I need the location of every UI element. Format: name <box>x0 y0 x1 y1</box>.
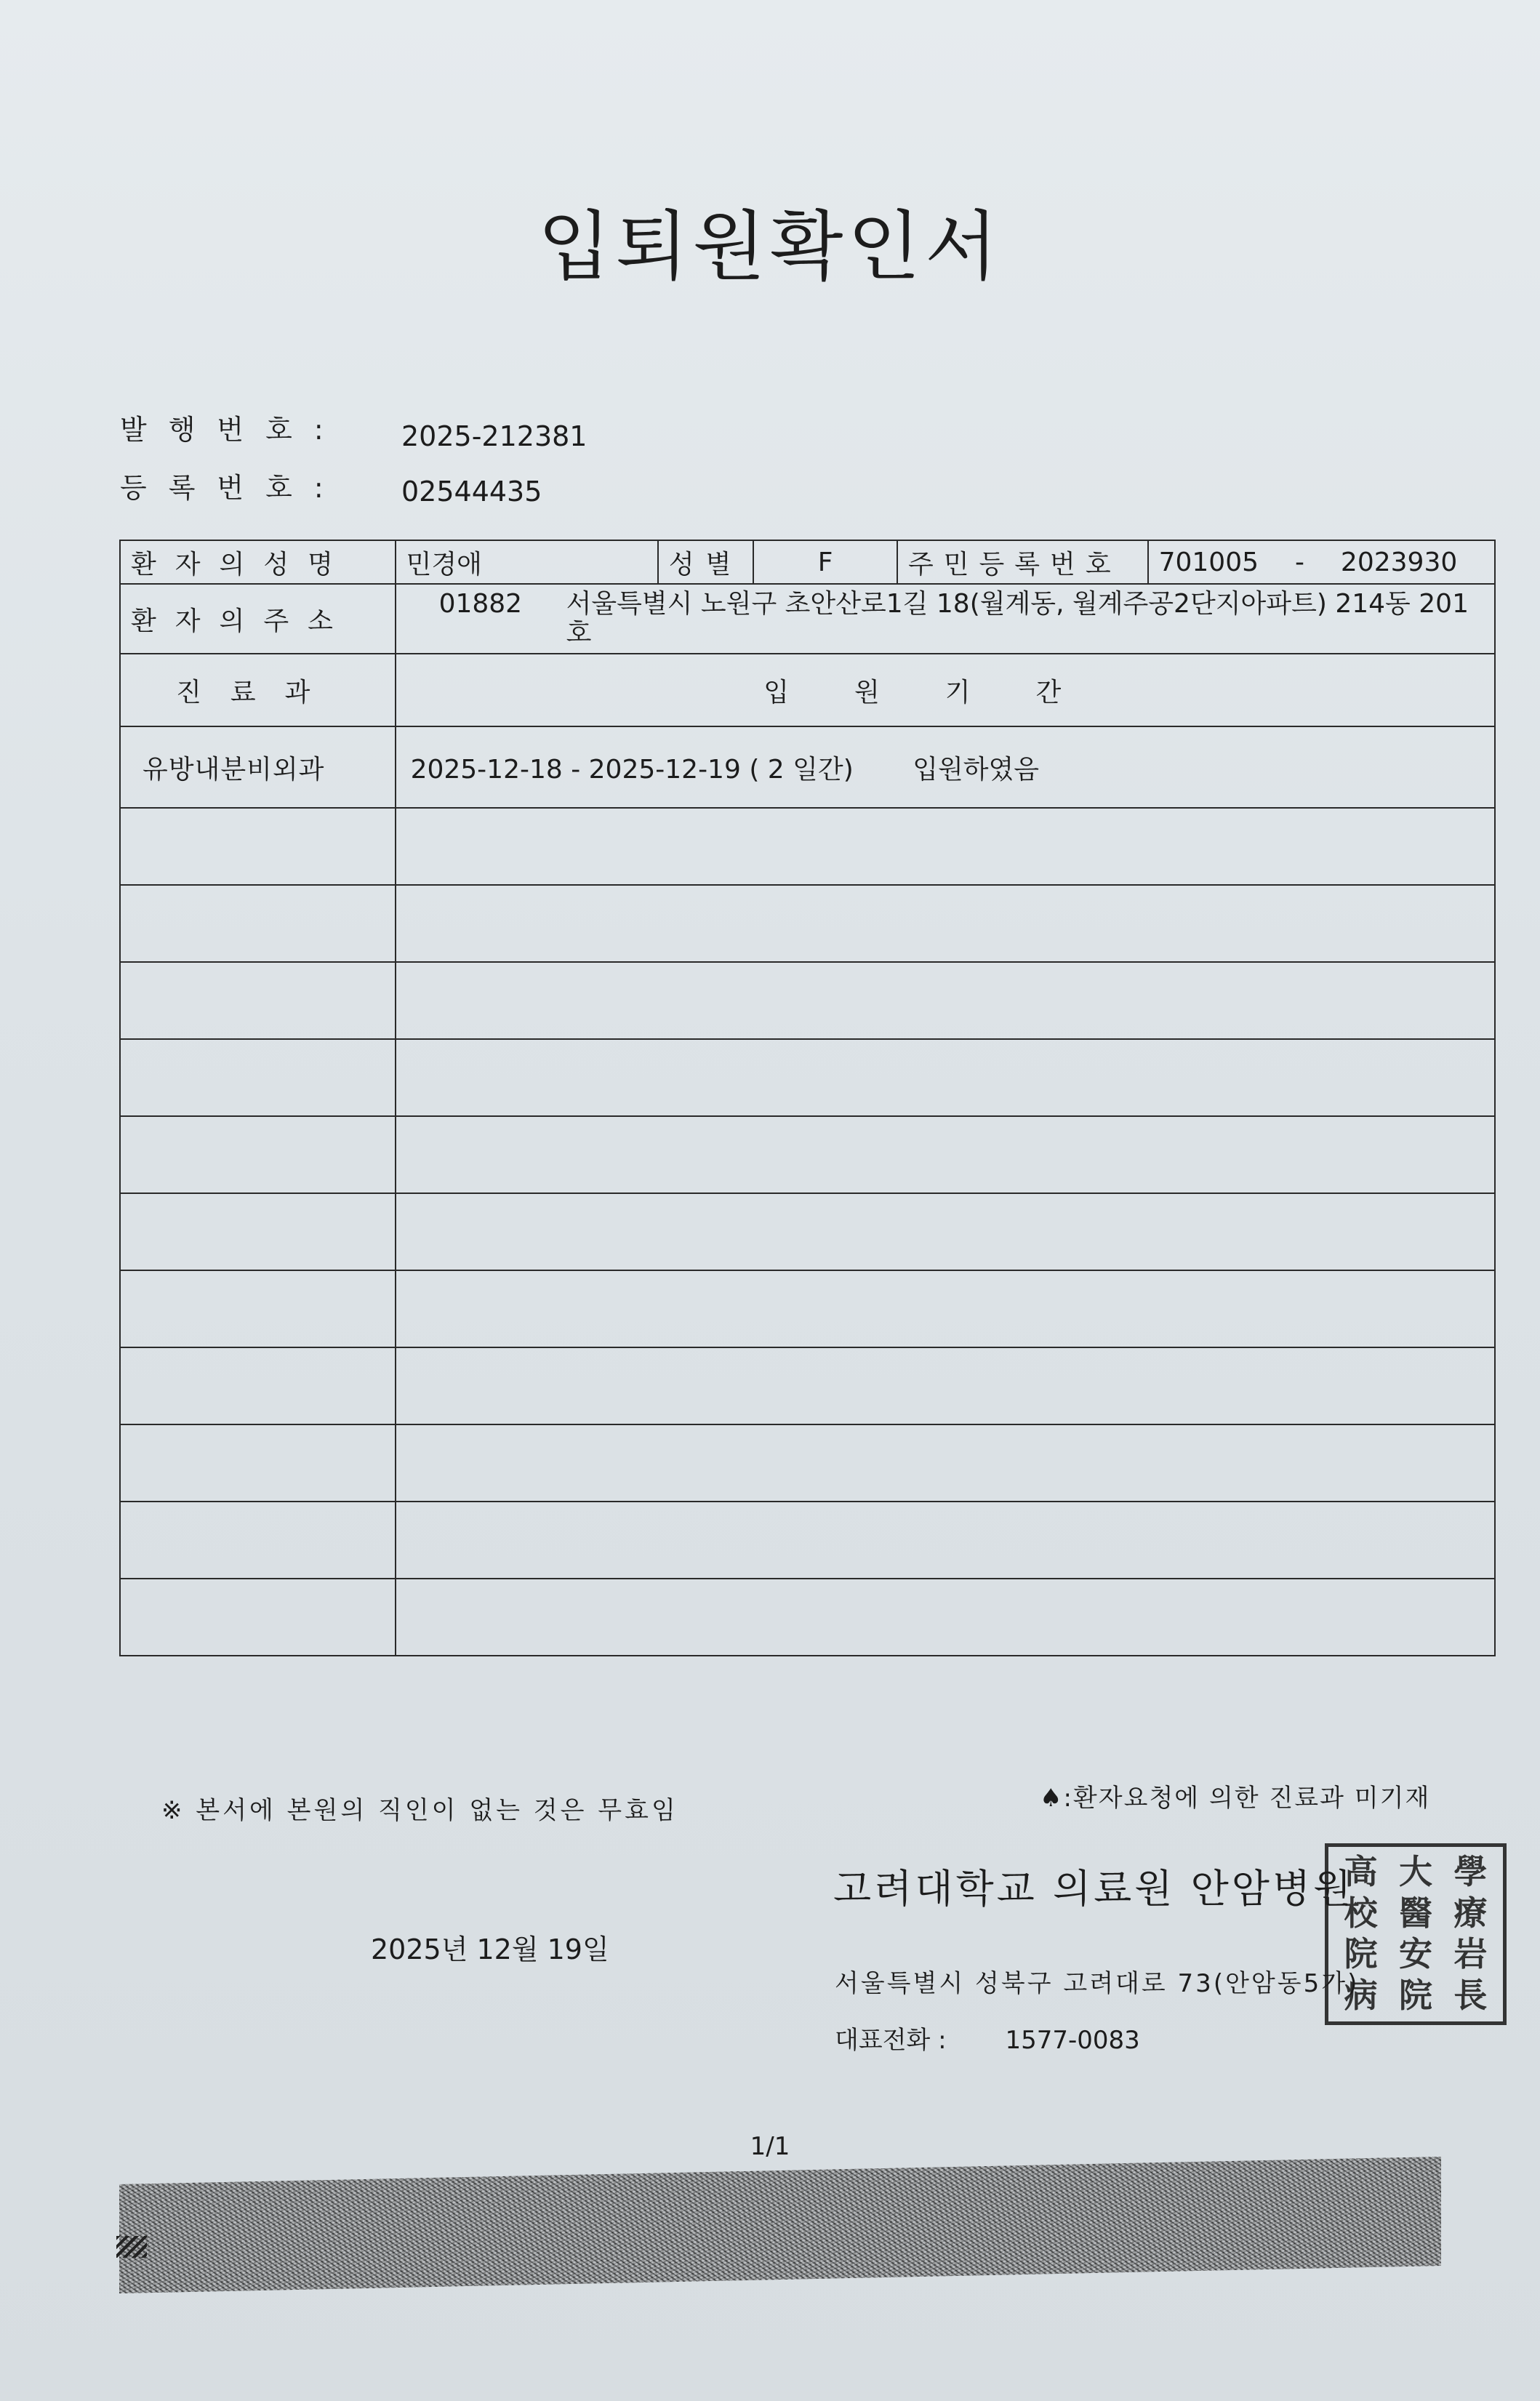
patient-zip: 01882 <box>438 589 523 619</box>
stay-header-row <box>120 654 1495 726</box>
official-seal-stamp <box>1325 1843 1507 2025</box>
patient-address-label: 환자의주소 <box>120 584 396 654</box>
seal-glyph: 大 <box>1398 1853 1432 1891</box>
stay-dept: 유방내분비외과 <box>120 726 396 808</box>
hospital-name: 고려대학교 의료원 안암병원 <box>833 1866 1355 1912</box>
page-number: 1/1 <box>750 2132 790 2161</box>
empty-row <box>120 1270 1495 1347</box>
patient-name-row <box>120 540 1495 584</box>
stay-period: 2025-12-18 - 2025-12-19 ( 2 일간) <box>410 754 854 785</box>
empty-row <box>120 1579 1495 1656</box>
resident-id-back: 2023930 <box>1340 547 1458 577</box>
empty-row <box>120 1502 1495 1579</box>
seal-glyph: 療 <box>1453 1893 1488 1933</box>
stay-status: 입원하였음 <box>913 754 1040 785</box>
empty-row <box>120 1039 1495 1116</box>
stay-row <box>120 726 1495 808</box>
seal-glyph: 醫 <box>1398 1893 1432 1933</box>
hospital-phone: 1577-0083 <box>1005 2026 1140 2055</box>
document-title: 입퇴원확인서 <box>537 202 1003 291</box>
seal-glyph: 岩 <box>1453 1935 1488 1973</box>
resident-id-label: 주민등록번호 <box>897 540 1148 584</box>
security-strip-mark <box>116 2236 147 2258</box>
patient-address-cell <box>396 584 1495 654</box>
resident-id-front: 701005 <box>1158 547 1259 577</box>
empty-row <box>120 808 1495 885</box>
seal-glyph: 院 <box>1398 1976 1432 2015</box>
empty-row <box>120 1347 1495 1424</box>
stay-period-cell <box>396 726 1495 808</box>
seal-glyph: 病 <box>1344 1976 1378 2015</box>
empty-row <box>120 1193 1495 1270</box>
seal-glyph: 高 <box>1344 1853 1378 1891</box>
issue-number-label: 발행번호: <box>120 414 345 446</box>
empty-row <box>120 885 1495 962</box>
patient-address-row <box>120 584 1495 654</box>
empty-row <box>120 1424 1495 1502</box>
hospital-phone-line <box>835 2020 1140 2056</box>
resident-id-separator: - <box>1294 547 1304 577</box>
seal-validity-note: ※ 본서에 본원의 직인이 없는 것은 무효임 <box>161 1796 678 1825</box>
issue-date: 2025년 12월 19일 <box>371 1933 609 1965</box>
seal-glyph: 長 <box>1453 1976 1488 2015</box>
phone-label: 대표전화 : <box>835 2026 947 2055</box>
seal-glyph: 學 <box>1453 1853 1488 1891</box>
security-barcode-strip <box>119 2157 1441 2293</box>
hospital-address: 서울특별시 성북구 고려대로 73(안암동5가) <box>835 1969 1360 1998</box>
seal-glyph: 院 <box>1344 1935 1378 1973</box>
issue-number: 2025-212381 <box>401 420 587 452</box>
sex-label: 성별 <box>658 540 754 584</box>
empty-row <box>120 1116 1495 1193</box>
seal-glyph: 安 <box>1398 1935 1432 1973</box>
admission-info-table <box>119 540 1496 1656</box>
patient-request-note: ♠:환자요청에 의한 진료과 미기재 <box>1040 1784 1431 1813</box>
seal-glyph: 校 <box>1344 1893 1378 1933</box>
registration-number: 02544435 <box>401 476 542 508</box>
patient-name-label: 환자의성명 <box>120 540 396 584</box>
resident-id <box>1148 540 1495 584</box>
patient-sex: F <box>753 540 897 584</box>
dept-header: 진료과 <box>120 654 396 726</box>
period-header: 입원기간 <box>396 654 1495 726</box>
registration-number-label: 등록번호: <box>120 472 345 504</box>
patient-address: 서울특별시 노원구 초안산로1길 18(월계동, 월계주공2단지아파트) 214동 201호 <box>566 589 1469 648</box>
patient-name: 민경애 <box>396 540 658 584</box>
empty-row <box>120 962 1495 1039</box>
